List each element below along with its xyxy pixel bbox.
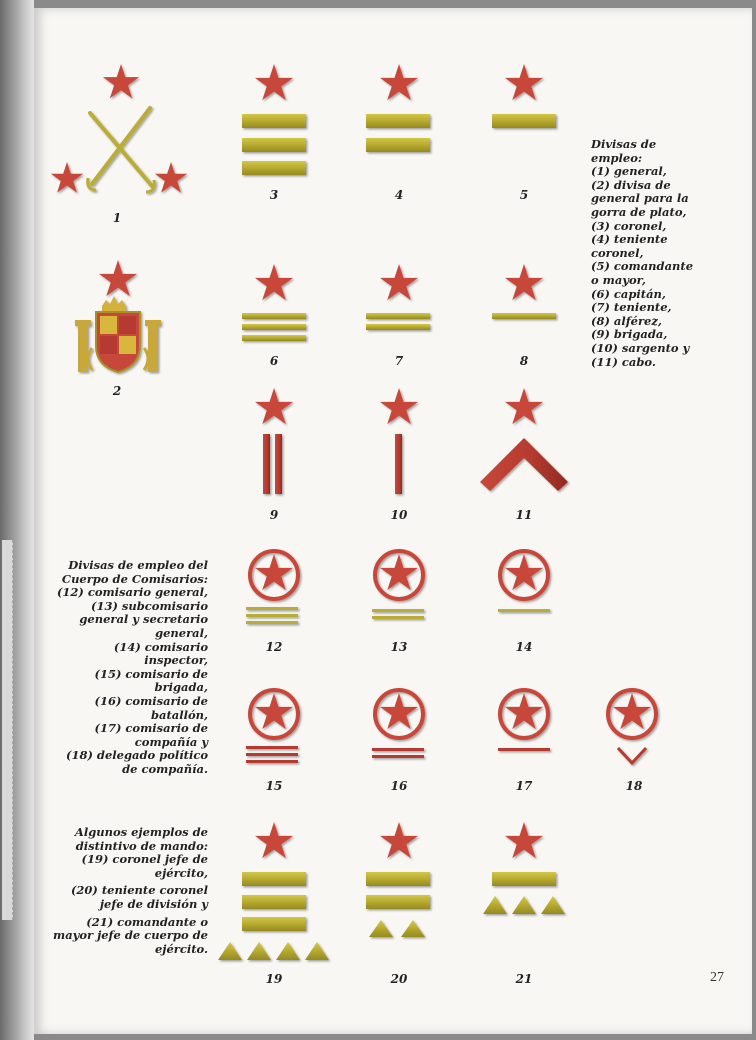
- legend-ranks-line: gorra de plato,: [591, 204, 687, 219]
- caption-number-1: 1: [112, 211, 122, 225]
- legend-ranks-line: o mayor,: [591, 272, 646, 287]
- insignia-11-cabo: [480, 388, 568, 491]
- legend-ranks-line: (6) capitán,: [591, 286, 666, 301]
- legend-commissars-line: (16) comisario de: [94, 693, 208, 708]
- insignia-14-comisario-inspector: [498, 551, 550, 612]
- caption-number-7: 7: [394, 354, 404, 368]
- insignia-4-teniente-coronel: [366, 64, 430, 152]
- insignia-20-teniente-coronel-jefe-division: [366, 822, 430, 937]
- legend-ranks-line: (8) alférez,: [591, 313, 662, 328]
- caption-number-14: 14: [515, 640, 533, 654]
- legend-commissars: [48, 559, 208, 777]
- legend-commissars-line: (17) comisario de: [94, 721, 208, 736]
- caption-number-15: 15: [265, 779, 283, 793]
- legend-commissars-line: Cuerpo de Comisarios:: [61, 571, 208, 586]
- legend-ranks-line: (9) brigada,: [591, 327, 668, 342]
- caption-number-2: 2: [112, 384, 122, 398]
- insignia-5-comandante: [492, 64, 556, 128]
- caption-number-9: 9: [269, 508, 279, 522]
- legend-ranks-line: (11) cabo.: [591, 354, 656, 369]
- insignia-13-subcomisario-general: [372, 551, 424, 619]
- legend-commissars-line: inspector,: [144, 653, 208, 668]
- insignia-2-general-cap: [75, 260, 161, 372]
- caption-number-11: 11: [515, 508, 533, 522]
- caption-number-6: 6: [269, 354, 279, 368]
- caption-number-5: 5: [519, 188, 529, 202]
- book-page: [34, 8, 752, 1034]
- legend-ranks-line: general para la: [591, 191, 689, 206]
- legend-command-line: mayor jefe de cuerpo de: [53, 928, 208, 943]
- insignia-17-comisario-compania: [498, 690, 550, 751]
- legend-ranks-line: (2) divisa de: [591, 177, 671, 192]
- legend-ranks-line: (1) general,: [591, 164, 667, 179]
- binding-tab: [2, 540, 13, 920]
- legend-command-line: ejército,: [154, 865, 208, 880]
- insignia-21-comandante-jefe-cuerpo: [483, 822, 565, 914]
- legend-commissars-line: de compañía.: [122, 761, 208, 776]
- caption-number-3: 3: [269, 188, 279, 202]
- insignia-15-comisario-brigada: [246, 690, 298, 763]
- legend-commissars-line: (13) subcomisario: [91, 598, 208, 613]
- legend-ranks-line: (3) coronel,: [591, 218, 667, 233]
- legend-commissars-line: (18) delegado político: [66, 748, 208, 763]
- page-number: 27: [710, 970, 724, 985]
- caption-number-17: 17: [515, 779, 533, 793]
- insignia-9-brigada: [255, 388, 293, 494]
- caption-number-13: 13: [390, 640, 408, 654]
- legend-ranks-line: empleo:: [591, 150, 643, 165]
- legend-commissars-line: brigada,: [154, 680, 208, 695]
- caption-number-18: 18: [625, 779, 643, 793]
- legend-command-line: distintivo de mando:: [75, 838, 208, 853]
- legend-commissars-line: (15) comisario de: [94, 666, 208, 681]
- legend-command-line: (21) comandante o: [86, 914, 208, 929]
- insignia-1-general: [51, 64, 187, 193]
- legend-ranks-line: (4) teniente: [591, 232, 668, 247]
- legend-commissars-line: Divisas de empleo del: [68, 558, 208, 572]
- insignia-8-alferez: [492, 264, 556, 319]
- legend-commissars-line: batallón,: [150, 707, 208, 722]
- caption-number-8: 8: [519, 354, 529, 368]
- legend-ranks-line: (10) sargento y: [591, 340, 690, 355]
- legend-commissars-line: general y secretario: [79, 612, 208, 627]
- insignia-19-coronel-jefe-ejercito: [218, 822, 329, 960]
- insignia-12-comisario-general: [246, 551, 298, 624]
- insignia-10-sargento: [380, 388, 418, 494]
- legend-ranks-line: coronel,: [591, 245, 644, 260]
- legend-command-line: Algunos ejemplos de: [74, 825, 208, 839]
- insignia-16-comisario-batallon: [372, 690, 424, 758]
- caption-number-21: 21: [515, 972, 533, 986]
- legend-commissars-line: (12) comisario general,: [56, 585, 208, 600]
- legend-ranks: [591, 138, 693, 369]
- legend-ranks-line: Divisas de: [591, 137, 657, 151]
- caption-number-4: 4: [394, 188, 404, 202]
- book-binding: [0, 0, 34, 1040]
- legend-commissars-line: (14) comisario: [113, 639, 208, 654]
- legend-commissars-line: compañía y: [134, 734, 208, 749]
- insignia-6-capitan: [242, 264, 306, 341]
- caption-number-12: 12: [265, 640, 283, 654]
- legend-command-line: ejército.: [154, 941, 208, 956]
- caption-number-19: 19: [265, 972, 283, 986]
- legend-command-line: (20) teniente coronel: [70, 883, 208, 898]
- caption-number-10: 10: [390, 508, 408, 522]
- caption-number-20: 20: [390, 972, 408, 986]
- insignia-18-delegado-politico: [608, 690, 656, 763]
- insignia-3-coronel: [242, 64, 306, 175]
- legend-commissars-line: general,: [155, 625, 208, 640]
- legend-command-line: jefe de división y: [99, 896, 208, 911]
- legend-ranks-line: (5) comandante: [591, 259, 694, 274]
- insignia-7-teniente: [366, 264, 430, 330]
- legend-command: [48, 826, 208, 956]
- legend-ranks-line: (7) teniente,: [591, 300, 672, 315]
- caption-number-16: 16: [390, 779, 408, 793]
- legend-command-line: (19) coronel jefe de: [81, 852, 208, 867]
